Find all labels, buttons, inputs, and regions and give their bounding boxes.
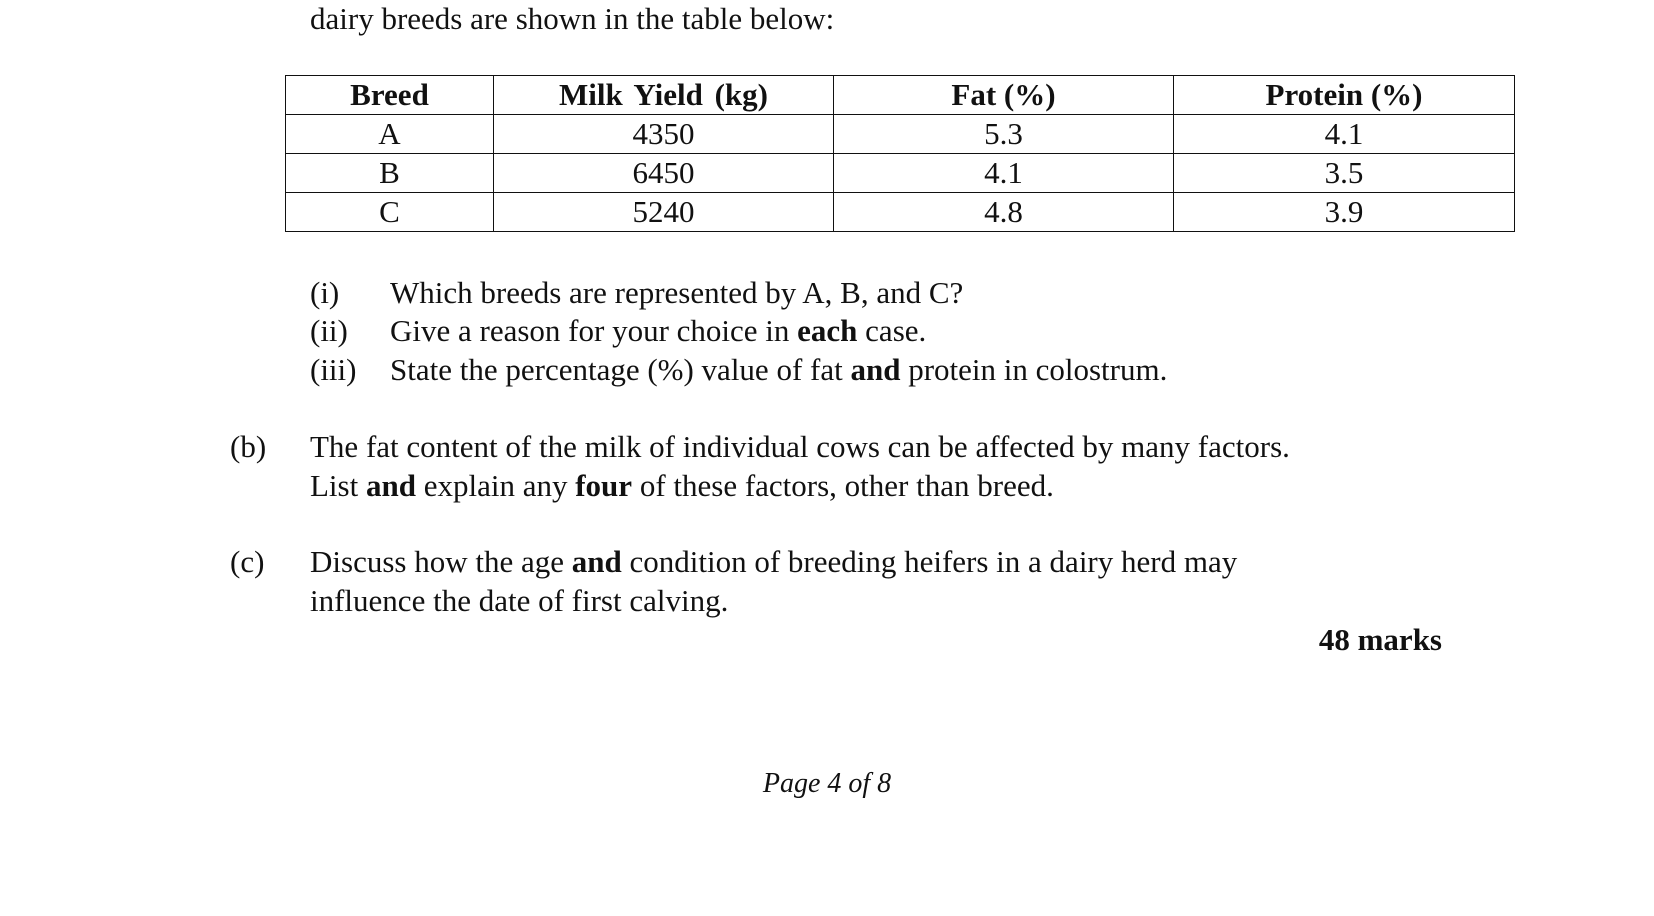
subquestion-iii	[310, 351, 1167, 388]
table-cell-milk-yield: 5240	[494, 193, 834, 232]
text-segment: Discuss how the age	[310, 544, 572, 579]
page-number: Page 4 of 8	[762, 768, 892, 799]
question-b-line1: The fat content of the milk of individual cows can be affected by many factors.	[310, 429, 1290, 464]
subquestion-number: (iii)	[310, 352, 357, 387]
emphasis-text: and	[365, 468, 416, 503]
table-cell-breed: C	[286, 193, 494, 232]
table-cell-milk-yield: 4350	[494, 115, 834, 154]
text-segment: explain any	[415, 468, 576, 503]
table-row	[286, 115, 1515, 154]
column-header-milk-yield: Milk Yield (kg)	[494, 76, 834, 115]
table-cell-fat: 4.8	[834, 193, 1174, 232]
subquestion-number: (ii)	[310, 313, 348, 348]
intro-text: dairy breeds are shown in the table below:	[310, 1, 835, 36]
question-b-line2	[310, 467, 1054, 504]
text-segment: condition of breeding heifers in a dairy herd may	[621, 544, 1238, 579]
table-cell-breed: A	[286, 115, 494, 154]
table-row	[286, 193, 1515, 232]
emphasis-text: each	[797, 313, 858, 348]
subquestion-i	[310, 274, 963, 311]
table-cell-milk-yield: 6450	[494, 154, 834, 193]
table-cell-breed: B	[286, 154, 494, 193]
question-label-c: (c)	[230, 544, 265, 579]
breed-table	[285, 75, 1515, 232]
table-cell-protein: 4.1	[1174, 115, 1515, 154]
table-header-row	[286, 76, 1515, 115]
emphasis-text: and	[571, 544, 622, 579]
column-header-protein: Protein (%)	[1174, 76, 1515, 115]
table-cell-protein: 3.9	[1174, 193, 1515, 232]
table-row	[286, 154, 1515, 193]
text-segment: List	[310, 468, 366, 503]
table-cell-fat: 5.3	[834, 115, 1174, 154]
subquestion-text-end: protein in colostrum.	[900, 352, 1168, 387]
table-cell-fat: 4.1	[834, 154, 1174, 193]
subquestion-text: Which breeds are represented by A, B, and C?	[390, 275, 964, 310]
text-segment: of these factors, other than breed.	[632, 468, 1054, 503]
question-c-line2: influence the date of first calving.	[310, 583, 729, 618]
emphasis-text: four	[575, 468, 633, 503]
question-c-line1	[310, 543, 1237, 580]
subquestion-number: (i)	[310, 275, 340, 310]
subquestion-ii	[310, 312, 926, 349]
column-header-fat: Fat (%)	[834, 76, 1174, 115]
table-cell-protein: 3.5	[1174, 154, 1515, 193]
subquestion-text: Give a reason for your choice in	[390, 313, 798, 348]
emphasis-text: and	[850, 352, 901, 387]
subquestion-text: State the percentage (%) value of fat	[390, 352, 851, 387]
subquestion-text-end: case.	[857, 313, 927, 348]
marks-total: 48 marks	[1318, 622, 1442, 657]
question-label-b: (b)	[230, 429, 267, 464]
column-header-breed: Breed	[286, 76, 494, 115]
